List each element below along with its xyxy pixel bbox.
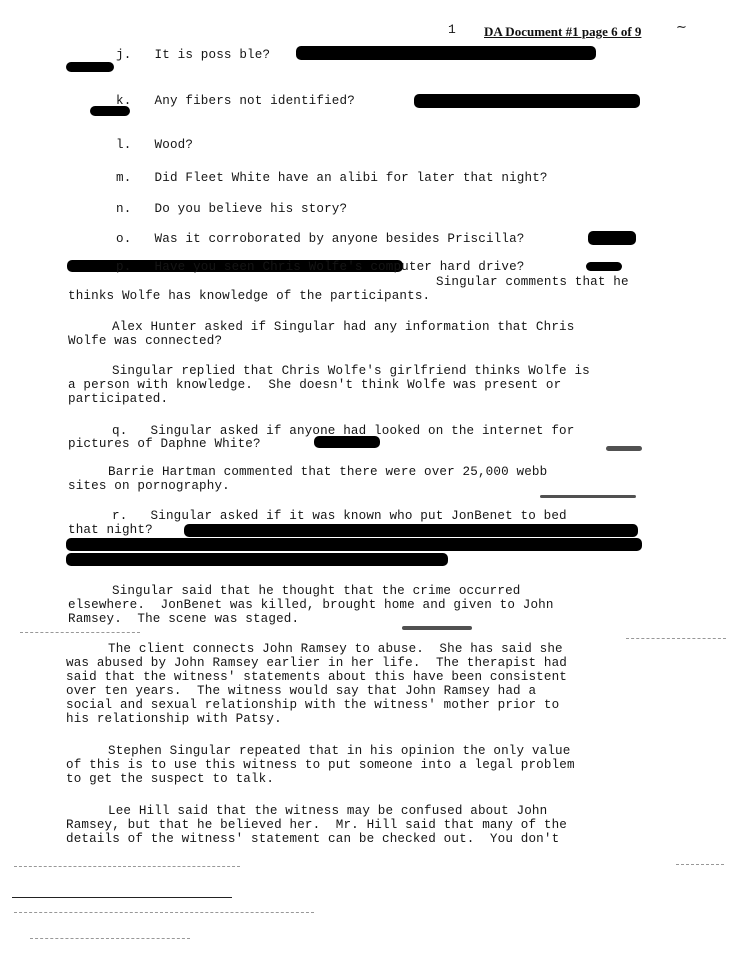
text-line: Barrie Hartman commented that there were over 25,000 webb bbox=[108, 465, 548, 479]
question-j: j. It is poss ble? bbox=[116, 48, 271, 62]
text-line: pictures of Daphne White? bbox=[68, 437, 261, 451]
text-line: social and sexual relationship with the witness' mother prior to bbox=[66, 698, 560, 712]
redaction-bar bbox=[66, 553, 448, 566]
question-r: r. Singular asked if it was known who put JonBenet to bed bbox=[112, 509, 567, 523]
text-line: Singular said that he thought that the crime occurred bbox=[112, 584, 521, 598]
text-line: Singular comments that he bbox=[436, 275, 629, 289]
redaction-bar bbox=[66, 62, 114, 72]
scan-noise bbox=[30, 938, 190, 939]
text-line: Ramsey. The scene was staged. bbox=[68, 612, 300, 626]
text-line: his relationship with Patsy. bbox=[66, 712, 282, 726]
text-line: of this is to use this witness to put someone into a legal problem bbox=[66, 758, 575, 772]
scan-noise bbox=[626, 638, 726, 639]
text-line: participated. bbox=[68, 392, 169, 406]
scan-noise bbox=[14, 912, 314, 913]
text-line: elsewhere. JonBenet was killed, brought home and given to John bbox=[68, 598, 554, 612]
scan-noise bbox=[14, 866, 240, 867]
text-line: sites on pornography. bbox=[68, 479, 230, 493]
redaction-bar bbox=[184, 524, 638, 537]
text-line: thinks Wolfe has knowledge of the participants. bbox=[68, 289, 431, 303]
scan-noise bbox=[676, 864, 724, 865]
question-l: l. Wood? bbox=[116, 138, 194, 152]
text-line: Stephen Singular repeated that in his opinion the only value bbox=[108, 744, 571, 758]
scan-noise bbox=[20, 632, 140, 633]
text-line: details of the witness' statement can be checked out. You don't bbox=[66, 832, 560, 846]
text-line: that night? bbox=[68, 523, 153, 537]
text-line: The client connects John Ramsey to abuse. She has said she bbox=[108, 642, 563, 656]
text-line: to get the suspect to talk. bbox=[66, 772, 275, 786]
scan-edge-line bbox=[12, 897, 232, 898]
scan-smudge bbox=[606, 446, 642, 451]
question-p: p. Have you seen Chris Wolfe's computer hard drive? bbox=[116, 260, 525, 274]
text-line: was abused by John Ramsey earlier in her life. The therapist had bbox=[66, 656, 567, 670]
question-m: m. Did Fleet White have an alibi for later that night? bbox=[116, 171, 548, 185]
scan-smudge bbox=[402, 626, 472, 630]
handwritten-mark: ∼ bbox=[676, 20, 687, 35]
scan-smudge bbox=[540, 495, 636, 498]
text-line: said that the witness' statements about this have been consistent bbox=[66, 670, 567, 684]
text-line: Alex Hunter asked if Singular had any information that Chris bbox=[112, 320, 575, 334]
question-o: o. Was it corroborated by anyone besides Priscilla? bbox=[116, 232, 525, 246]
text-line: Lee Hill said that the witness may be confused about John bbox=[108, 804, 548, 818]
text-line: Wolfe was connected? bbox=[68, 334, 223, 348]
redaction-bar bbox=[296, 46, 596, 60]
redaction-bar bbox=[586, 262, 622, 271]
redaction-bar bbox=[414, 94, 640, 108]
question-n: n. Do you believe his story? bbox=[116, 202, 348, 216]
redaction-bar bbox=[66, 538, 642, 551]
header-tick: 1 bbox=[448, 22, 456, 37]
redaction-bar bbox=[588, 231, 636, 245]
page-header: DA Document #1 page 6 of 9 bbox=[484, 24, 642, 39]
question-q: q. Singular asked if anyone had looked on the internet for bbox=[112, 424, 575, 438]
text-line: Ramsey, but that he believed her. Mr. Hill said that many of the bbox=[66, 818, 567, 832]
text-line: over ten years. The witness would say that John Ramsey had a bbox=[66, 684, 537, 698]
text-line: Singular replied that Chris Wolfe's girlfriend thinks Wolfe is bbox=[112, 364, 590, 378]
question-k: k. Any fibers not identified? bbox=[116, 94, 355, 108]
text-line: a person with knowledge. She doesn't think Wolfe was present or bbox=[68, 378, 562, 392]
